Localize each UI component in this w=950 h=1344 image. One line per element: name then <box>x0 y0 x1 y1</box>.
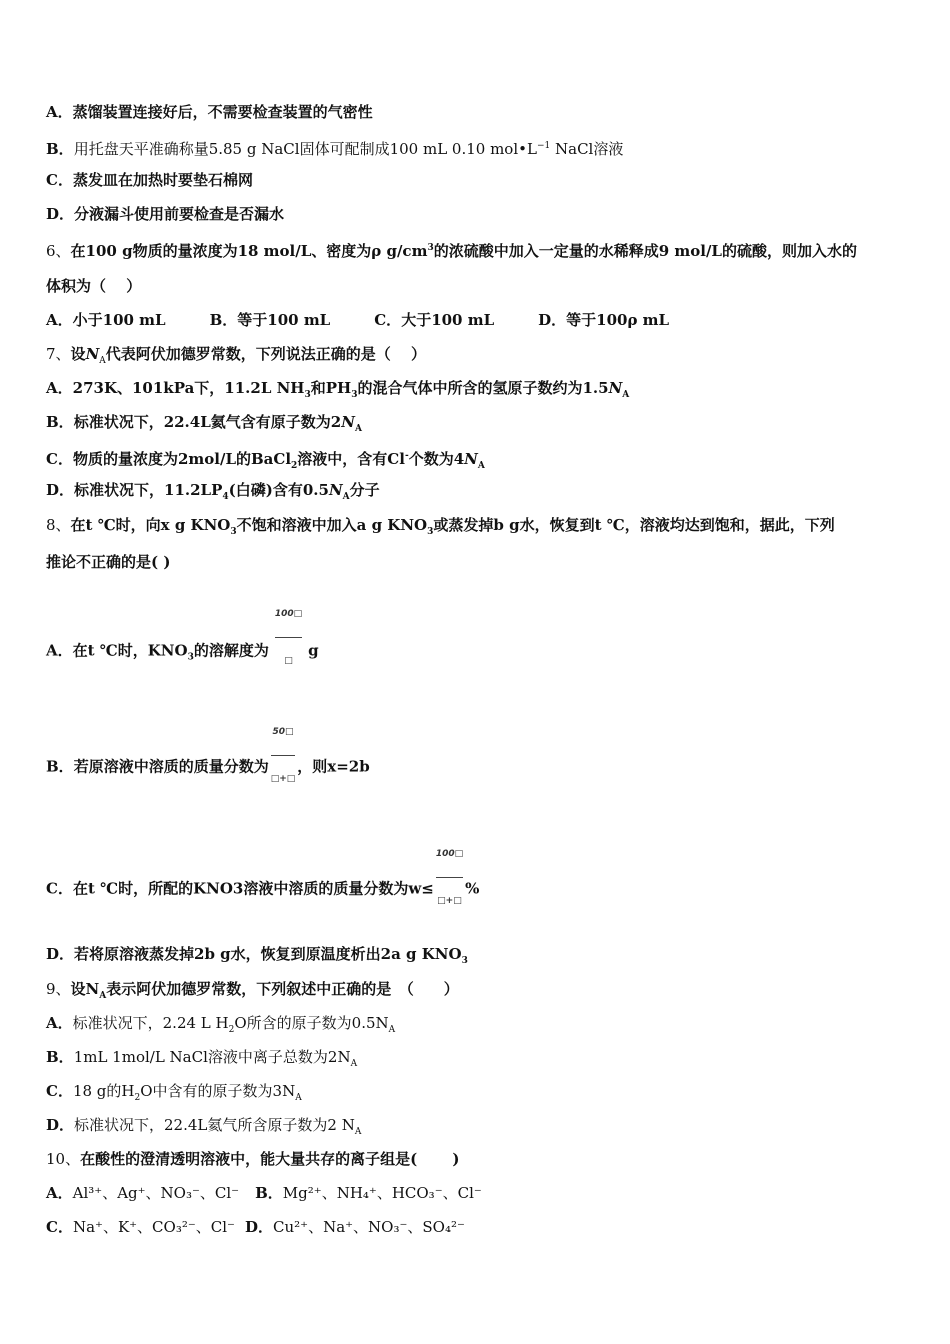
avogadro-symbol: N <box>341 413 355 431</box>
option-text: 标准状况下，22.4L氦气所含原子数为2 N <box>74 1116 355 1134</box>
option-label: A． <box>46 103 73 121</box>
stem-text: 或蒸发掉b g水，恢复到t ℃，溶液均达到饱和，据此，下列 <box>433 516 835 534</box>
option-label: C． <box>374 311 402 329</box>
question-number: 7、 <box>46 345 71 363</box>
option-text: 个数为4 <box>408 450 465 468</box>
option-label: A． <box>46 1184 73 1202</box>
subscript: 3 <box>461 956 468 966</box>
stem-text: 推论不正确的是( ) <box>46 553 171 571</box>
option-label: C． <box>46 171 73 189</box>
option-label: B． <box>46 757 74 776</box>
option-text: % <box>465 879 480 898</box>
option-text: 蒸馏装置连接好后，不需要检查装置的气密性 <box>72 103 373 121</box>
q6-option-c <box>374 311 494 329</box>
stem-text: 设 <box>70 345 86 363</box>
option-text: 分液漏斗使用前要检查是否漏水 <box>74 205 285 223</box>
option-text: 和PH <box>310 379 352 397</box>
subscript: A <box>295 1093 302 1103</box>
q6-stem-line2 <box>46 276 141 296</box>
fraction-numerator: 100□ <box>435 849 464 859</box>
subscript: A <box>354 1127 362 1137</box>
q8-option-b <box>46 722 370 813</box>
option-label: A． <box>46 311 73 329</box>
stem-text: 在t ℃时，向x g KNO <box>70 516 231 534</box>
option-text: 等于100ρ mL <box>566 311 670 329</box>
option-text: 小于100 mL <box>72 311 166 329</box>
option-label: D． <box>46 481 75 499</box>
option-label: D． <box>538 311 567 329</box>
option-text: 标准状况下，11.2LP <box>74 481 223 499</box>
option-label: D． <box>244 1218 273 1236</box>
option-label: D． <box>46 205 75 223</box>
stem-text: 代表阿伏加德罗常数，下列说法正确的是（ ） <box>105 345 427 363</box>
stem-text: 体积为（ ） <box>46 277 142 295</box>
q8-option-a <box>46 606 319 697</box>
option-label: A． <box>46 1014 73 1032</box>
avogadro-symbol: N <box>85 345 100 363</box>
option-label: B． <box>209 311 238 329</box>
subscript: A <box>388 1025 396 1035</box>
subscript: 2 <box>291 461 298 471</box>
option-text: 标准状况下，22.4L氦气含有原子数为2 <box>73 413 342 431</box>
subscript: 3 <box>351 390 358 400</box>
option-text: Mg²⁺、NH₄⁺、HCO₃⁻、Cl⁻ <box>282 1184 482 1202</box>
option-text-tail: NaCl溶液 <box>550 140 624 158</box>
q7-option-c <box>46 446 485 476</box>
q5-option-d <box>46 204 284 224</box>
subscript: 3 <box>187 652 194 663</box>
option-label: C． <box>46 1218 73 1236</box>
subscript: 3 <box>304 390 311 400</box>
q9-option-b <box>46 1047 357 1074</box>
option-text: Na⁺、K⁺、CO₃²⁻、Cl⁻ <box>72 1218 235 1236</box>
fraction-formula <box>271 710 296 801</box>
option-label: A． <box>46 379 73 397</box>
q10-stem <box>46 1149 460 1169</box>
subscript: 2 <box>134 1093 141 1103</box>
fraction-denominator: □+□ <box>437 896 462 906</box>
fraction-formula <box>436 832 463 923</box>
q6-option-b <box>210 311 331 329</box>
option-text: 1mL 1mol/L NaCl溶液中离子总数为2N <box>73 1048 351 1066</box>
option-label: C． <box>46 1082 73 1100</box>
option-label: B． <box>46 140 74 158</box>
fraction-numerator: 50□ <box>272 727 294 737</box>
q8-option-c <box>46 844 479 935</box>
q10-options-cd <box>46 1217 465 1237</box>
q9-option-a <box>46 1013 395 1040</box>
option-text: O所含的原子数为0.5N <box>234 1014 389 1032</box>
q6-option-d <box>538 311 669 329</box>
q6-stem-line1 <box>46 238 857 261</box>
fraction-numerator: 100□ <box>274 609 303 619</box>
option-text: O中含有的原子数为3N <box>140 1082 296 1100</box>
q8-stem-line1 <box>46 515 835 542</box>
option-label: C． <box>46 879 73 898</box>
q5-option-a <box>46 102 373 122</box>
q10-options-ab <box>46 1183 482 1203</box>
subscript: A <box>622 390 630 400</box>
question-number: 10、 <box>46 1150 81 1168</box>
option-text: g <box>308 641 319 660</box>
stem-text: 设N <box>70 980 100 998</box>
subscript: A <box>99 991 107 1001</box>
option-text: 273K、101kPa下，11.2L NH <box>72 379 305 397</box>
option-text: 等于100 mL <box>237 311 331 329</box>
q8-stem-line2 <box>46 552 170 572</box>
subscript: A <box>350 1059 358 1069</box>
option-text: 18 g的H <box>72 1082 135 1100</box>
option-text: 用托盘天平准确称量5.85 g NaCl固体可配制成100 mL 0.10 mol•L <box>73 140 537 158</box>
option-text: 在t ℃时，所配的KNO3溶液中溶质的质量分数为w≤ <box>72 879 434 898</box>
stem-text: 的浓硫酸中加入一定量的水稀释成9 mol/L的硫酸，则加入水的 <box>433 242 857 260</box>
q5-option-c <box>46 170 253 190</box>
stem-text: 表示阿伏加德罗常数，下列叙述中正确的是 （ ） <box>106 980 459 998</box>
subscript: 2 <box>228 1025 235 1035</box>
option-label: B． <box>255 1184 283 1202</box>
option-label: D． <box>46 945 75 963</box>
superscript: 3 <box>427 243 434 253</box>
subscript: A <box>342 492 350 502</box>
option-label: A． <box>46 641 73 660</box>
q7-option-a <box>46 378 629 405</box>
option-label: B． <box>46 1048 74 1066</box>
stem-text: 在酸性的澄清透明溶液中，能大量共存的离子组是( ) <box>80 1150 460 1168</box>
avogadro-symbol: N <box>608 379 623 397</box>
fraction-denominator: □ <box>284 656 293 666</box>
superscript: - <box>404 451 409 461</box>
option-text: (白磷)含有0.5 <box>228 481 329 499</box>
fraction-denominator: □+□ <box>270 774 296 784</box>
question-number: 6、 <box>46 242 71 260</box>
subscript: A <box>477 461 485 471</box>
option-text: 蒸发皿在加热时要垫石棉网 <box>72 171 253 189</box>
option-text: 标准状况下，2.24 L H <box>72 1014 229 1032</box>
superscript: −1 <box>536 141 551 151</box>
q6-options <box>46 310 669 330</box>
q5-option-b <box>46 136 623 159</box>
option-text: 的混合气体中所含的氢原子数约为1.5 <box>357 379 609 397</box>
q9-option-d <box>46 1115 361 1142</box>
option-label: D． <box>46 1116 75 1134</box>
stem-text: 在100 g物质的量浓度为18 mol/L、密度为ρ g/cm <box>70 242 428 260</box>
option-text: 若原溶液中溶质的质量分数为 <box>73 757 269 776</box>
option-text: Cu²⁺、Na⁺、NO₃⁻、SO₄²⁻ <box>273 1218 465 1236</box>
avogadro-symbol: N <box>464 450 478 468</box>
q7-option-b <box>46 412 362 439</box>
q6-option-a <box>46 311 166 329</box>
option-label: B． <box>46 413 74 431</box>
option-text: 的溶解度为 <box>193 641 269 660</box>
avogadro-symbol: N <box>328 481 343 499</box>
question-number: 8、 <box>46 516 71 534</box>
option-text: 物质的量浓度为2mol/L的BaCl <box>72 450 292 468</box>
stem-text: 不饱和溶液中加入a g KNO <box>236 516 428 534</box>
q8-option-d <box>46 944 468 971</box>
option-text: ，则x=2b <box>297 757 370 776</box>
q7-stem <box>46 344 426 371</box>
option-text: 溶液中，含有Cl <box>297 450 405 468</box>
option-text: 在t ℃时，KNO <box>72 641 188 660</box>
option-text: 分子 <box>349 481 380 499</box>
option-text: 若将原溶液蒸发掉2b g水，恢复到原温度析出2a g KNO <box>74 945 462 963</box>
fraction-formula <box>275 592 302 683</box>
q9-option-c <box>46 1081 302 1108</box>
option-label: C． <box>46 450 73 468</box>
subscript: 4 <box>222 492 229 502</box>
q9-stem <box>46 979 459 1006</box>
subscript: A <box>99 356 106 366</box>
question-number: 9、 <box>46 980 71 998</box>
subscript: A <box>354 424 362 434</box>
subscript: 3 <box>427 527 434 537</box>
option-text: Al³⁺、Ag⁺、NO₃⁻、Cl⁻ <box>72 1184 240 1202</box>
option-text: 大于100 mL <box>401 311 495 329</box>
q7-option-d <box>46 480 380 507</box>
subscript: 3 <box>230 527 237 537</box>
